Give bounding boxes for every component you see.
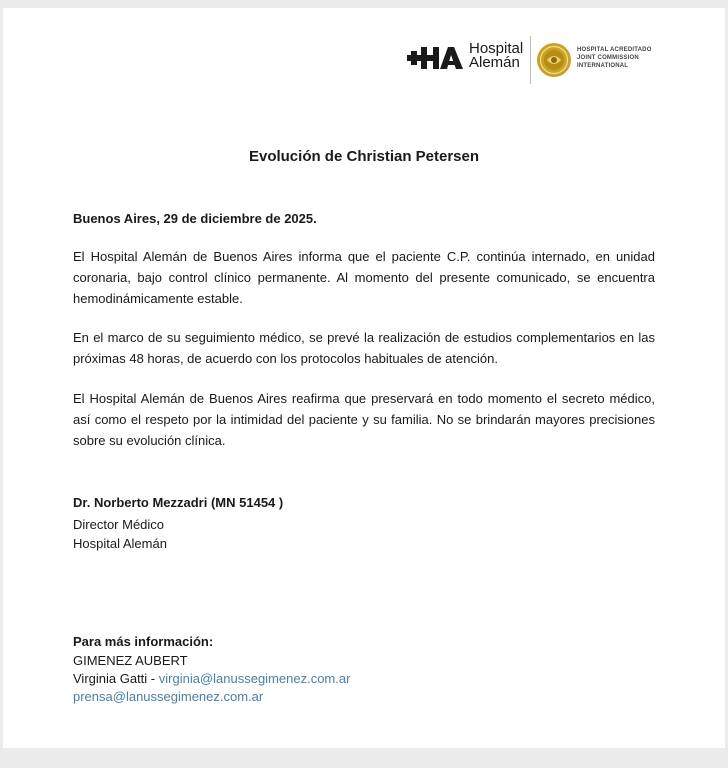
contact-block [73, 652, 350, 706]
hospital-name [469, 42, 523, 70]
contact-title: Para más información: [73, 634, 214, 649]
hospital-name-line1: Hospital [469, 40, 524, 57]
contact-press [73, 688, 350, 706]
accreditation-line3: INTERNATIONAL [577, 63, 629, 69]
jci-seal-icon [536, 42, 572, 78]
ha-logo-icon [407, 44, 467, 74]
signatory-institution: Hospital Alemán [73, 536, 167, 551]
signatory-details [73, 515, 167, 553]
signatory-role: Director Médico [73, 517, 165, 532]
hospital-name-line2: Alemán [469, 54, 520, 71]
logo-divider [530, 36, 531, 84]
hospital-logo [407, 36, 667, 88]
date-line: Buenos Aires, 29 de diciembre de 2025. [73, 211, 317, 226]
contact-agency: GIMENEZ AUBERT [73, 653, 188, 668]
signatory-name: Dr. Norberto Mezzadri (MN 51454 ) [73, 495, 284, 510]
person-email-link[interactable]: virginia@lanussegimenez.com.ar [158, 671, 351, 686]
contact-person-name: Virginia Gatti - [73, 671, 159, 686]
paragraph-2: En el marco de su seguimiento médico, se prevé la realización de estudios complementarios en las próximas 48 horas, de acuerdo con los protocolos habituales de atención. [73, 330, 655, 366]
document-page [3, 8, 725, 748]
accreditation-line1: HOSPITAL ACREDITADO [577, 47, 652, 53]
paragraph-3: El Hospital Alemán de Buenos Aires reafirma que preservará en todo momento el secreto médico, así como el respeto por la intimidad del paciente y su familia. No se brindarán mayores precisiones sobre su evolución clínica. [73, 391, 655, 448]
accreditation-text [577, 46, 652, 70]
press-email-link[interactable]: prensa@lanussegimenez.com.ar [73, 689, 264, 704]
contact-person [73, 670, 350, 688]
paragraph-1: El Hospital Alemán de Buenos Aires informa que el paciente C.P. continúa internado, en unidad coronaria, bajo control clínico permanente. Al momento del presente comunicado, se encuentra hemodinámicamente estable. [73, 249, 655, 306]
document-title: Evolución de Christian Petersen [248, 148, 480, 165]
accreditation-line2: JOINT COMMISSION [577, 55, 639, 61]
